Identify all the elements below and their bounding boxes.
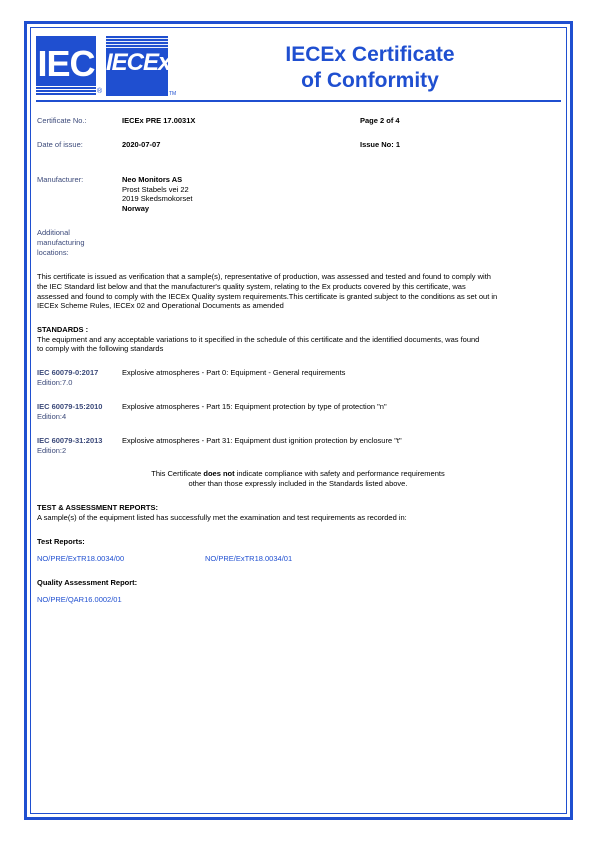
intro-line-4: IECEx Scheme Rules, IECEx 02 and Operational Documents as amended — [37, 301, 284, 310]
standard-code: IEC 60079-15:2010 — [37, 402, 103, 411]
standards-desc-1: The equipment and any acceptable variations to it specified in the schedule of this certificate and the identified documents, was found — [37, 335, 480, 344]
standards-desc-2: to comply with the following standards — [37, 344, 164, 353]
title-line-2: of Conformity — [301, 69, 439, 92]
issue-number: Issue No: 1 — [360, 140, 401, 149]
standard-title: Explosive atmospheres - Part 31: Equipment dust ignition protection by enclosure "t" — [122, 436, 402, 445]
note-post: indicate compliance with safety and performance requirements — [234, 469, 445, 478]
manufacturer-country: Norway — [122, 204, 150, 213]
page-border-inner — [30, 27, 567, 814]
registered-mark: ® — [97, 88, 103, 95]
standard-title: Explosive atmospheres - Part 15: Equipment protection by type of protection "n" — [122, 402, 387, 411]
standard-code: IEC 60079-31:2013 — [37, 436, 103, 445]
reports-desc: A sample(s) of the equipment listed has successfully met the examination and test requirements as recorded in: — [37, 513, 407, 522]
trademark-mark: TM — [169, 91, 177, 97]
iec-logo — [36, 36, 96, 96]
intro-line-3: assessed and found to comply with the IECEx Quality system requirements.This certificate is granted subject to the conditions as set out in — [37, 292, 498, 301]
note-pre: This Certificate — [151, 469, 204, 478]
note-emphasis: does not — [203, 469, 235, 478]
certificate-title — [265, 42, 475, 94]
standard-edition: Edition:2 — [37, 446, 67, 455]
iecex-logo-stripes — [106, 36, 168, 50]
quality-assessment-link[interactable]: NO/PRE/QAR16.0002/01 — [37, 595, 122, 604]
standard-edition: Edition:7.0 — [37, 378, 73, 387]
certificate-no-label: Certificate No.: — [37, 116, 87, 125]
manufacturer-name: Neo Monitors AS — [122, 175, 183, 184]
iecex-logo-text: IECEx — [106, 49, 171, 76]
standards-heading: STANDARDS : — [37, 325, 89, 334]
test-reports-label: Test Reports: — [37, 537, 85, 546]
compliance-note-line-1 — [90, 469, 506, 479]
title-line-1: IECEx Certificate — [285, 43, 455, 66]
additional-locations-label-3: locations: — [37, 248, 69, 257]
date-of-issue-value: 2020-07-07 — [122, 140, 161, 149]
iecex-logo — [106, 36, 171, 96]
manufacturer-address-2: 2019 Skedsmokorset — [122, 194, 193, 203]
test-report-link[interactable]: NO/PRE/ExTR18.0034/00 — [37, 554, 125, 563]
test-report-link[interactable]: NO/PRE/ExTR18.0034/01 — [205, 554, 293, 563]
additional-locations-label-1: Additional — [37, 228, 70, 237]
header-divider — [36, 100, 561, 102]
compliance-note — [90, 469, 506, 489]
compliance-note-line-2: other than those expressly included in the Standards listed above. — [188, 479, 408, 488]
quality-assessment-label: Quality Assessment Report: — [37, 578, 138, 587]
manufacturer-address-1: Prost Stabels vei 22 — [122, 185, 189, 194]
date-of-issue-label: Date of issue: — [37, 140, 83, 149]
manufacturer-label: Manufacturer: — [37, 175, 84, 184]
standard-title: Explosive atmospheres - Part 0: Equipment - General requirements — [122, 368, 346, 377]
intro-line-2: the IEC Standard list below and that the manufacturer's quality system, relating to the Ex products covered by this certificate, was — [37, 282, 466, 291]
certificate-no-value: IECEx PRE 17.0031X — [122, 116, 196, 125]
page-number: Page 2 of 4 — [360, 116, 400, 125]
iec-logo-stripes — [36, 84, 96, 96]
reports-heading: TEST & ASSESSMENT REPORTS: — [37, 503, 158, 512]
additional-locations-label-2: manufacturing — [37, 238, 85, 247]
iec-logo-text: IEC — [37, 43, 95, 84]
standard-edition: Edition:4 — [37, 412, 67, 421]
standard-code: IEC 60079-0:2017 — [37, 368, 99, 377]
intro-line-1: This certificate is issued as verification that a sample(s), representative of production, was assessed and tested and found to comply with — [37, 272, 491, 281]
